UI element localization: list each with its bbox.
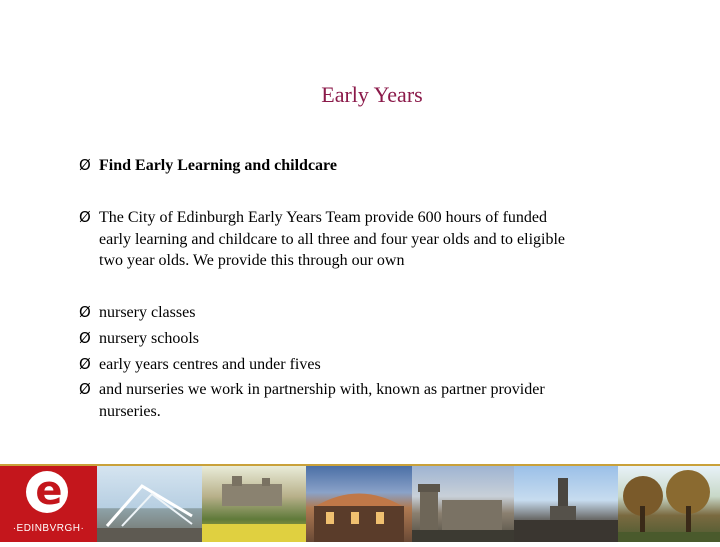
list-item [79,379,639,420]
photo-landmark-tent-roof [97,466,202,542]
bullet-early-years-team [79,207,639,273]
list-item-text: nursery classes [99,304,196,321]
castle-icon [202,466,306,542]
footer-photo-banner [0,464,720,542]
edinburgh-logo [0,466,97,542]
slide-title: Early Years [321,82,423,107]
bullet-text: The City of Edinburgh Early Years Team provide 600 hours of funded early learning and childcare to all three and four year olds and to eligible two year olds. We provide this through our own [99,209,566,269]
list-item-text: early years centres and under fives [99,355,321,373]
logo-letter: e [35,468,63,514]
logo-wordmark: ·EDINBVRGH· [12,523,85,534]
palace-icon [412,466,514,542]
list-item [79,302,639,328]
arrow-bullet-icon: Ø [79,380,91,399]
list-item-text: and nurseries we work in partnership with, known as partner provider nurseries. [99,381,545,420]
photo-castle-gardens [202,466,306,542]
photo-palace-holyrood [412,466,514,542]
list-item [79,354,639,380]
arrow-bullet-icon: Ø [79,208,91,226]
arrow-bullet-icon: Ø [79,328,91,347]
monument-icon [514,466,618,542]
list-item-text: nursery schools [99,329,199,347]
arrow-bullet-icon: Ø [79,156,91,174]
provision-list [79,302,639,420]
tent-roof-icon [97,466,202,542]
photo-calton-hill-monument [514,466,618,542]
trees-icon [618,466,720,542]
theatre-icon [306,466,412,542]
bullet-text: Find Early Learning and childcare [99,157,337,174]
arrow-bullet-icon: Ø [79,303,91,321]
photo-festival-theatre [306,466,412,542]
photo-meadows-trees [618,466,720,542]
arrow-bullet-icon: Ø [79,354,91,373]
list-item [79,328,639,354]
